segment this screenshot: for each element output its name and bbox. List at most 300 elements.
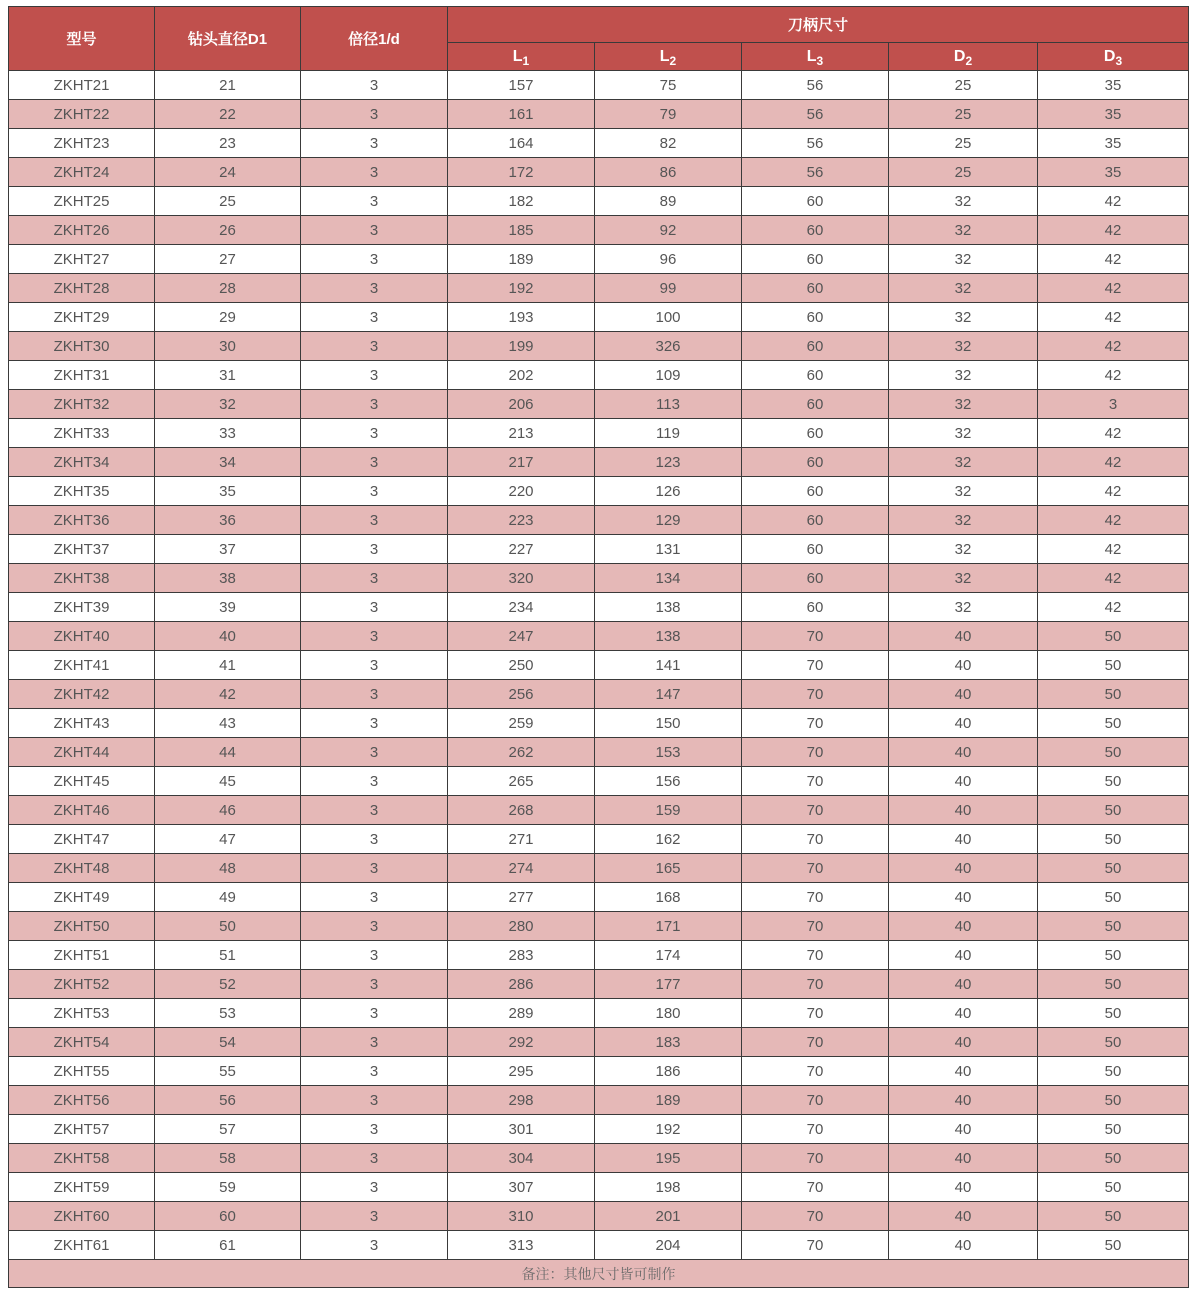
cell-l1: 220 (448, 477, 595, 506)
table-row (9, 303, 1189, 332)
cell-l2: 141 (595, 651, 742, 680)
table-row (9, 332, 1189, 361)
table-row (9, 1144, 1189, 1173)
cell-drill-diameter: 54 (155, 1028, 301, 1057)
cell-d2: 32 (889, 303, 1038, 332)
cell-l1: 164 (448, 129, 595, 158)
cell-l1: 277 (448, 883, 595, 912)
cell-d3: 50 (1038, 1173, 1189, 1202)
cell-drill-diameter: 36 (155, 506, 301, 535)
table-row (9, 1057, 1189, 1086)
table-row (9, 535, 1189, 564)
cell-model: ZKHT21 (9, 71, 155, 100)
table-note: 备注：其他尺寸皆可制作 (9, 1260, 1189, 1288)
cell-ratio: 3 (301, 216, 448, 245)
cell-l2: 138 (595, 593, 742, 622)
cell-model: ZKHT29 (9, 303, 155, 332)
cell-l1: 250 (448, 651, 595, 680)
cell-l2: 177 (595, 970, 742, 999)
cell-model: ZKHT33 (9, 419, 155, 448)
cell-d3: 42 (1038, 216, 1189, 245)
cell-l3: 60 (742, 303, 889, 332)
table-row (9, 1086, 1189, 1115)
cell-ratio: 3 (301, 1231, 448, 1260)
cell-d2: 40 (889, 1202, 1038, 1231)
table-row (9, 477, 1189, 506)
cell-model: ZKHT50 (9, 912, 155, 941)
cell-drill-diameter: 45 (155, 767, 301, 796)
cell-ratio: 3 (301, 970, 448, 999)
cell-model: ZKHT59 (9, 1173, 155, 1202)
cell-ratio: 3 (301, 767, 448, 796)
cell-d3: 42 (1038, 361, 1189, 390)
cell-drill-diameter: 61 (155, 1231, 301, 1260)
cell-model: ZKHT48 (9, 854, 155, 883)
table-row (9, 361, 1189, 390)
cell-l3: 56 (742, 71, 889, 100)
cell-d3: 42 (1038, 477, 1189, 506)
table-row (9, 216, 1189, 245)
cell-d2: 32 (889, 535, 1038, 564)
table-row (9, 448, 1189, 477)
cell-l3: 70 (742, 709, 889, 738)
cell-ratio: 3 (301, 361, 448, 390)
cell-l2: 153 (595, 738, 742, 767)
cell-l1: 206 (448, 390, 595, 419)
cell-d2: 40 (889, 912, 1038, 941)
cell-model: ZKHT54 (9, 1028, 155, 1057)
cell-drill-diameter: 51 (155, 941, 301, 970)
cell-model: ZKHT41 (9, 651, 155, 680)
cell-ratio: 3 (301, 1115, 448, 1144)
cell-l2: 150 (595, 709, 742, 738)
cell-d2: 40 (889, 796, 1038, 825)
cell-d2: 32 (889, 564, 1038, 593)
cell-model: ZKHT57 (9, 1115, 155, 1144)
cell-d2: 32 (889, 274, 1038, 303)
cell-d3: 42 (1038, 506, 1189, 535)
cell-d2: 25 (889, 158, 1038, 187)
cell-l3: 70 (742, 796, 889, 825)
cell-d3: 50 (1038, 1086, 1189, 1115)
cell-d3: 35 (1038, 71, 1189, 100)
cell-drill-diameter: 34 (155, 448, 301, 477)
cell-model: ZKHT34 (9, 448, 155, 477)
header-d3 (1038, 43, 1189, 71)
table-row (9, 941, 1189, 970)
cell-d2: 40 (889, 970, 1038, 999)
cell-d3: 42 (1038, 274, 1189, 303)
cell-l2: 183 (595, 1028, 742, 1057)
cell-l1: 274 (448, 854, 595, 883)
cell-l3: 60 (742, 361, 889, 390)
table-row (9, 796, 1189, 825)
cell-d3: 42 (1038, 332, 1189, 361)
cell-d2: 25 (889, 129, 1038, 158)
cell-l3: 60 (742, 390, 889, 419)
table-row (9, 158, 1189, 187)
cell-drill-diameter: 31 (155, 361, 301, 390)
cell-d3: 50 (1038, 883, 1189, 912)
cell-l1: 271 (448, 825, 595, 854)
cell-drill-diameter: 35 (155, 477, 301, 506)
cell-l1: 223 (448, 506, 595, 535)
cell-ratio: 3 (301, 129, 448, 158)
cell-drill-diameter: 21 (155, 71, 301, 100)
cell-l3: 70 (742, 912, 889, 941)
table-row (9, 825, 1189, 854)
cell-model: ZKHT22 (9, 100, 155, 129)
cell-l3: 60 (742, 448, 889, 477)
header-shank-group: 刀柄尺寸 (448, 7, 1189, 43)
cell-ratio: 3 (301, 999, 448, 1028)
header-subscript: 1 (522, 53, 530, 68)
table-row (9, 767, 1189, 796)
cell-drill-diameter: 23 (155, 129, 301, 158)
cell-drill-diameter: 60 (155, 1202, 301, 1231)
cell-drill-diameter: 40 (155, 622, 301, 651)
cell-drill-diameter: 39 (155, 593, 301, 622)
cell-d2: 32 (889, 361, 1038, 390)
cell-l2: 180 (595, 999, 742, 1028)
cell-drill-diameter: 42 (155, 680, 301, 709)
cell-model: ZKHT61 (9, 1231, 155, 1260)
cell-ratio: 3 (301, 158, 448, 187)
cell-drill-diameter: 48 (155, 854, 301, 883)
cell-l1: 234 (448, 593, 595, 622)
cell-l2: 86 (595, 158, 742, 187)
table-row (9, 1202, 1189, 1231)
cell-drill-diameter: 55 (155, 1057, 301, 1086)
cell-d3: 50 (1038, 680, 1189, 709)
cell-d3: 42 (1038, 245, 1189, 274)
table-row (9, 854, 1189, 883)
cell-l1: 259 (448, 709, 595, 738)
cell-d2: 40 (889, 1086, 1038, 1115)
cell-l3: 70 (742, 854, 889, 883)
cell-d2: 25 (889, 71, 1038, 100)
cell-d3: 50 (1038, 1115, 1189, 1144)
cell-l2: 129 (595, 506, 742, 535)
cell-d2: 40 (889, 1115, 1038, 1144)
cell-d3: 35 (1038, 100, 1189, 129)
cell-l1: 227 (448, 535, 595, 564)
cell-d2: 32 (889, 506, 1038, 535)
table-row (9, 883, 1189, 912)
cell-model: ZKHT51 (9, 941, 155, 970)
cell-drill-diameter: 46 (155, 796, 301, 825)
cell-l3: 70 (742, 825, 889, 854)
cell-ratio: 3 (301, 1086, 448, 1115)
cell-drill-diameter: 24 (155, 158, 301, 187)
cell-l3: 70 (742, 999, 889, 1028)
cell-l1: 217 (448, 448, 595, 477)
cell-ratio: 3 (301, 448, 448, 477)
cell-drill-diameter: 25 (155, 187, 301, 216)
cell-l3: 60 (742, 274, 889, 303)
cell-d3: 50 (1038, 941, 1189, 970)
cell-model: ZKHT45 (9, 767, 155, 796)
header-symbol: D (1103, 47, 1116, 65)
cell-d2: 40 (889, 883, 1038, 912)
cell-ratio: 3 (301, 477, 448, 506)
cell-d2: 32 (889, 245, 1038, 274)
cell-l3: 60 (742, 187, 889, 216)
cell-d2: 40 (889, 1173, 1038, 1202)
header-ratio: 倍径1/d (301, 7, 448, 71)
cell-l2: 192 (595, 1115, 742, 1144)
cell-d3: 50 (1038, 738, 1189, 767)
table-row (9, 912, 1189, 941)
cell-l3: 56 (742, 158, 889, 187)
header-symbol: L (659, 47, 670, 65)
cell-d2: 40 (889, 651, 1038, 680)
cell-l1: 286 (448, 970, 595, 999)
cell-l3: 60 (742, 506, 889, 535)
cell-d3: 50 (1038, 912, 1189, 941)
cell-d3: 50 (1038, 651, 1189, 680)
table-row (9, 1115, 1189, 1144)
cell-drill-diameter: 41 (155, 651, 301, 680)
cell-l2: 89 (595, 187, 742, 216)
table-row (9, 651, 1189, 680)
header-symbol: D (953, 47, 966, 65)
cell-l1: 289 (448, 999, 595, 1028)
cell-l2: 119 (595, 419, 742, 448)
cell-drill-diameter: 33 (155, 419, 301, 448)
cell-d3: 50 (1038, 709, 1189, 738)
cell-drill-diameter: 27 (155, 245, 301, 274)
cell-ratio: 3 (301, 1028, 448, 1057)
table-row (9, 100, 1189, 129)
table-row (9, 419, 1189, 448)
cell-ratio: 3 (301, 187, 448, 216)
cell-l1: 280 (448, 912, 595, 941)
cell-d2: 40 (889, 1231, 1038, 1260)
cell-l2: 168 (595, 883, 742, 912)
table-row (9, 593, 1189, 622)
cell-l1: 161 (448, 100, 595, 129)
table-row (9, 506, 1189, 535)
cell-d3: 50 (1038, 854, 1189, 883)
cell-model: ZKHT31 (9, 361, 155, 390)
table-row (9, 1173, 1189, 1202)
cell-model: ZKHT42 (9, 680, 155, 709)
cell-l3: 70 (742, 1028, 889, 1057)
cell-d2: 40 (889, 767, 1038, 796)
cell-d3: 42 (1038, 564, 1189, 593)
cell-d3: 50 (1038, 622, 1189, 651)
table-row (9, 680, 1189, 709)
header-model: 型号 (9, 7, 155, 71)
cell-l2: 123 (595, 448, 742, 477)
cell-l3: 60 (742, 216, 889, 245)
cell-d3: 50 (1038, 1231, 1189, 1260)
cell-ratio: 3 (301, 622, 448, 651)
table-row (9, 999, 1189, 1028)
cell-d2: 40 (889, 825, 1038, 854)
cell-ratio: 3 (301, 71, 448, 100)
cell-d3: 50 (1038, 1144, 1189, 1173)
cell-l2: 195 (595, 1144, 742, 1173)
cell-l3: 70 (742, 1173, 889, 1202)
cell-model: ZKHT40 (9, 622, 155, 651)
cell-drill-diameter: 29 (155, 303, 301, 332)
cell-l2: 134 (595, 564, 742, 593)
cell-l2: 201 (595, 1202, 742, 1231)
cell-d2: 32 (889, 419, 1038, 448)
cell-d2: 40 (889, 622, 1038, 651)
cell-l3: 56 (742, 129, 889, 158)
cell-l1: 193 (448, 303, 595, 332)
cell-ratio: 3 (301, 245, 448, 274)
cell-ratio: 3 (301, 709, 448, 738)
cell-d3: 50 (1038, 1028, 1189, 1057)
cell-drill-diameter: 37 (155, 535, 301, 564)
header-subscript: 2 (669, 53, 677, 68)
cell-ratio: 3 (301, 1144, 448, 1173)
cell-d3: 42 (1038, 187, 1189, 216)
cell-model: ZKHT44 (9, 738, 155, 767)
cell-model: ZKHT36 (9, 506, 155, 535)
cell-ratio: 3 (301, 883, 448, 912)
cell-model: ZKHT49 (9, 883, 155, 912)
cell-model: ZKHT52 (9, 970, 155, 999)
header-drill-diameter: 钻头直径D1 (155, 7, 301, 71)
cell-d3: 50 (1038, 999, 1189, 1028)
cell-ratio: 3 (301, 506, 448, 535)
table-header (9, 7, 1189, 71)
table-row (9, 71, 1189, 100)
cell-d3: 42 (1038, 593, 1189, 622)
table-row (9, 622, 1189, 651)
table-row (9, 738, 1189, 767)
cell-l3: 70 (742, 1115, 889, 1144)
cell-l3: 70 (742, 738, 889, 767)
cell-d2: 40 (889, 854, 1038, 883)
cell-l2: 126 (595, 477, 742, 506)
cell-model: ZKHT37 (9, 535, 155, 564)
cell-d3: 42 (1038, 419, 1189, 448)
table-row (9, 564, 1189, 593)
cell-drill-diameter: 43 (155, 709, 301, 738)
cell-l3: 70 (742, 970, 889, 999)
cell-l1: 213 (448, 419, 595, 448)
cell-l2: 159 (595, 796, 742, 825)
cell-l3: 70 (742, 883, 889, 912)
cell-l2: 147 (595, 680, 742, 709)
cell-l1: 310 (448, 1202, 595, 1231)
cell-model: ZKHT27 (9, 245, 155, 274)
cell-d2: 40 (889, 1144, 1038, 1173)
cell-model: ZKHT32 (9, 390, 155, 419)
cell-l2: 189 (595, 1086, 742, 1115)
table-row (9, 1028, 1189, 1057)
cell-model: ZKHT56 (9, 1086, 155, 1115)
table-row (9, 970, 1189, 999)
cell-d2: 40 (889, 999, 1038, 1028)
cell-l1: 295 (448, 1057, 595, 1086)
cell-d3: 50 (1038, 825, 1189, 854)
cell-ratio: 3 (301, 680, 448, 709)
header-d2 (889, 43, 1038, 71)
cell-model: ZKHT60 (9, 1202, 155, 1231)
cell-drill-diameter: 53 (155, 999, 301, 1028)
cell-l2: 165 (595, 854, 742, 883)
cell-d3: 42 (1038, 303, 1189, 332)
cell-l1: 157 (448, 71, 595, 100)
header-symbol: L (806, 47, 817, 65)
cell-l3: 60 (742, 419, 889, 448)
cell-l2: 174 (595, 941, 742, 970)
cell-ratio: 3 (301, 1173, 448, 1202)
cell-ratio: 3 (301, 1057, 448, 1086)
cell-l1: 304 (448, 1144, 595, 1173)
cell-d3: 50 (1038, 796, 1189, 825)
cell-d3: 50 (1038, 1057, 1189, 1086)
cell-l3: 70 (742, 1057, 889, 1086)
cell-model: ZKHT47 (9, 825, 155, 854)
cell-ratio: 3 (301, 303, 448, 332)
cell-model: ZKHT26 (9, 216, 155, 245)
cell-model: ZKHT23 (9, 129, 155, 158)
cell-l2: 131 (595, 535, 742, 564)
cell-l3: 60 (742, 564, 889, 593)
cell-l2: 138 (595, 622, 742, 651)
cell-drill-diameter: 57 (155, 1115, 301, 1144)
cell-l1: 268 (448, 796, 595, 825)
cell-l1: 262 (448, 738, 595, 767)
cell-d2: 32 (889, 216, 1038, 245)
cell-d3: 35 (1038, 158, 1189, 187)
cell-model: ZKHT30 (9, 332, 155, 361)
cell-l3: 60 (742, 332, 889, 361)
cell-model: ZKHT38 (9, 564, 155, 593)
cell-ratio: 3 (301, 825, 448, 854)
cell-drill-diameter: 44 (155, 738, 301, 767)
cell-model: ZKHT58 (9, 1144, 155, 1173)
table-body (9, 71, 1189, 1260)
cell-l2: 96 (595, 245, 742, 274)
cell-l1: 307 (448, 1173, 595, 1202)
cell-l2: 75 (595, 71, 742, 100)
header-l3 (742, 43, 889, 71)
cell-l3: 70 (742, 1086, 889, 1115)
spec-table-container (8, 6, 1188, 1288)
cell-d2: 32 (889, 332, 1038, 361)
cell-drill-diameter: 22 (155, 100, 301, 129)
cell-l1: 185 (448, 216, 595, 245)
cell-l2: 156 (595, 767, 742, 796)
drill-spec-table (8, 6, 1189, 1288)
cell-drill-diameter: 59 (155, 1173, 301, 1202)
cell-l1: 199 (448, 332, 595, 361)
cell-ratio: 3 (301, 796, 448, 825)
cell-d2: 32 (889, 477, 1038, 506)
cell-l1: 292 (448, 1028, 595, 1057)
cell-l1: 192 (448, 274, 595, 303)
header-l2 (595, 43, 742, 71)
cell-model: ZKHT53 (9, 999, 155, 1028)
cell-ratio: 3 (301, 941, 448, 970)
table-row (9, 274, 1189, 303)
cell-l1: 298 (448, 1086, 595, 1115)
cell-l1: 202 (448, 361, 595, 390)
table-row (9, 129, 1189, 158)
table-row (9, 245, 1189, 274)
cell-model: ZKHT28 (9, 274, 155, 303)
cell-l2: 100 (595, 303, 742, 332)
